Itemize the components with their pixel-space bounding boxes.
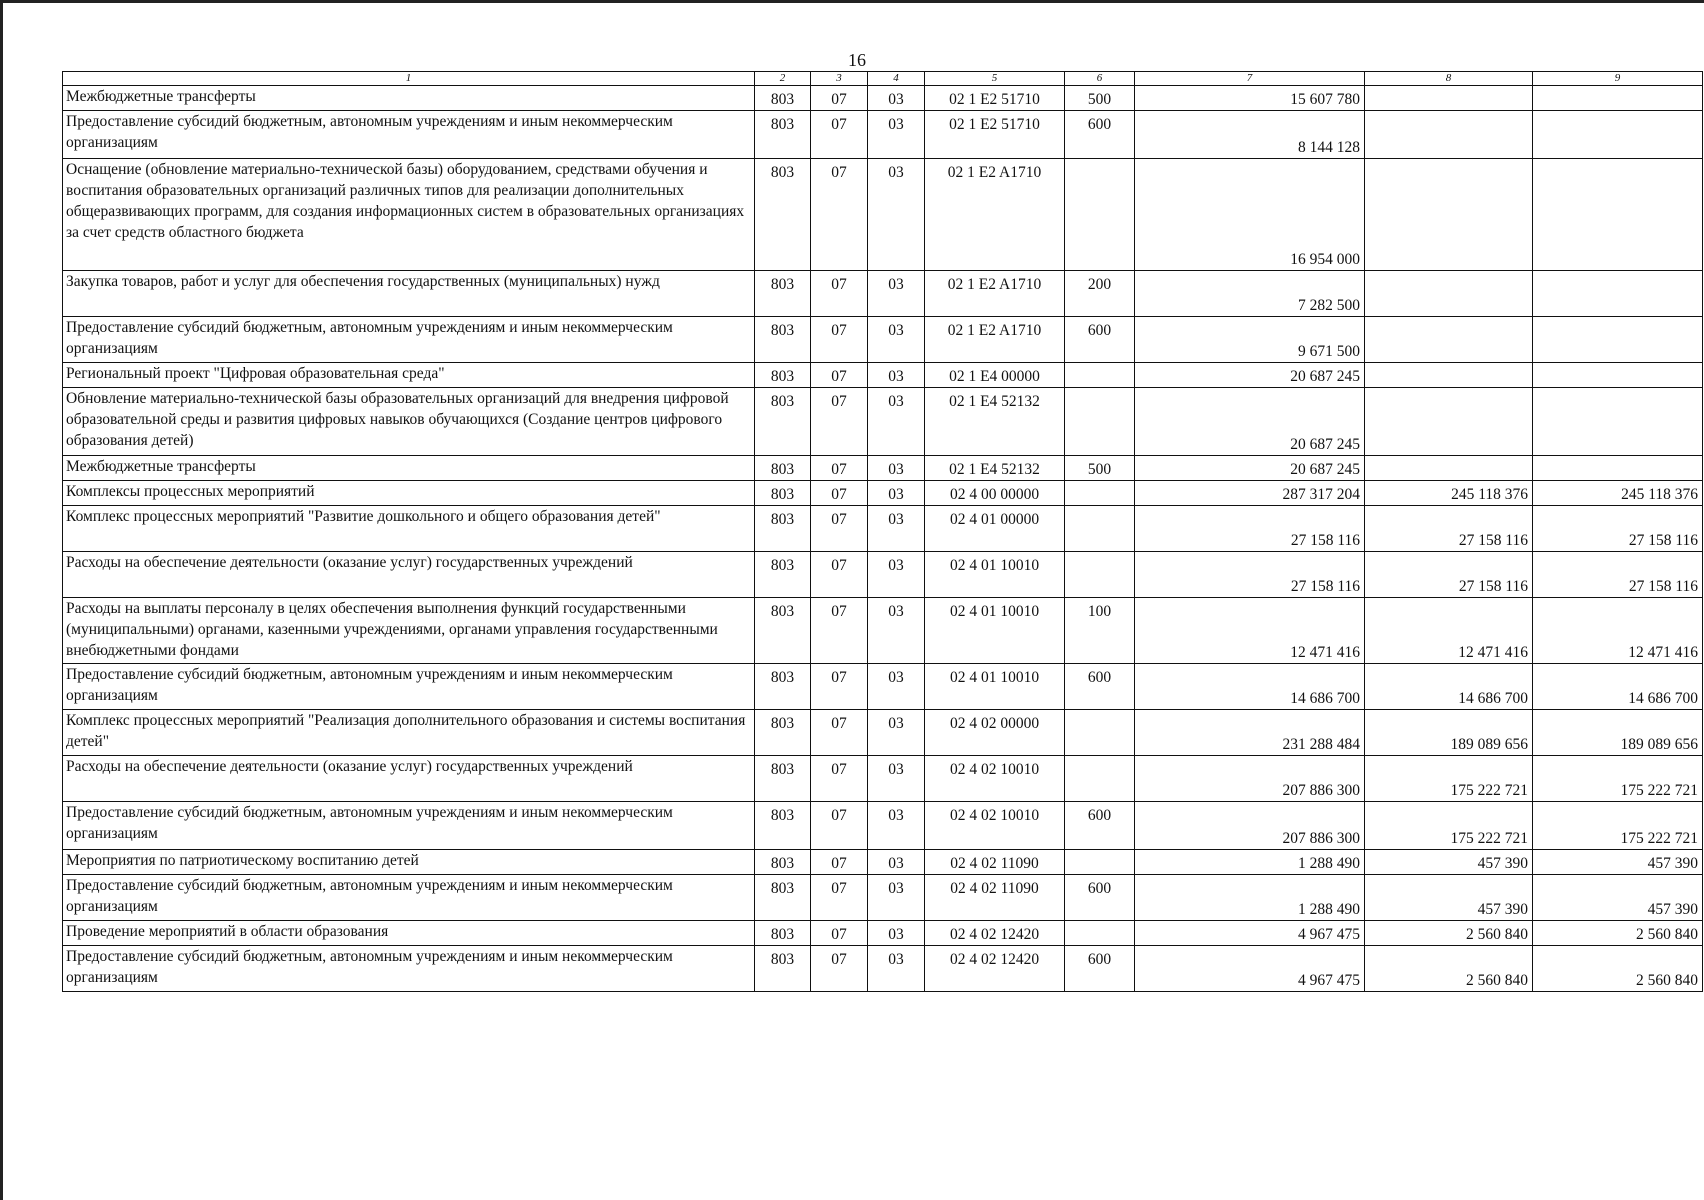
row-name: Предоставление субсидий бюджетным, автономным учреждениям и иным некоммерческим организациям <box>63 802 755 850</box>
expense-type-code: 600 <box>1065 802 1135 850</box>
page-number: 16 <box>848 50 866 70</box>
amount-col7: 27 158 116 <box>1135 552 1365 598</box>
amount-col8: 12 471 416 <box>1365 598 1533 664</box>
amount-col7: 231 288 484 <box>1135 710 1365 756</box>
table-row <box>63 86 1703 111</box>
amount-col9: 27 158 116 <box>1533 506 1703 552</box>
target-article-code: 02 4 02 10010 <box>925 802 1065 850</box>
section-code: 07 <box>811 111 868 159</box>
amount-col9: 27 158 116 <box>1533 552 1703 598</box>
subsection-code: 03 <box>868 317 925 363</box>
expense-type-code: 600 <box>1065 111 1135 159</box>
table-row <box>63 875 1703 921</box>
expense-type-code <box>1065 710 1135 756</box>
amount-col7: 4 967 475 <box>1135 921 1365 946</box>
section-code: 07 <box>811 664 868 710</box>
amount-col7: 1 288 490 <box>1135 850 1365 875</box>
amount-col9 <box>1533 456 1703 481</box>
amount-col9 <box>1533 388 1703 456</box>
expense-type-code <box>1065 363 1135 388</box>
column-header: 5 <box>925 72 1065 86</box>
ministry-code: 803 <box>755 111 811 159</box>
ministry-code: 803 <box>755 456 811 481</box>
ministry-code: 803 <box>755 875 811 921</box>
amount-col8: 245 118 376 <box>1365 481 1533 506</box>
ministry-code: 803 <box>755 802 811 850</box>
amount-col9 <box>1533 159 1703 271</box>
table-row <box>63 802 1703 850</box>
amount-col7: 14 686 700 <box>1135 664 1365 710</box>
amount-col7: 207 886 300 <box>1135 802 1365 850</box>
target-article-code: 02 1 E4 00000 <box>925 363 1065 388</box>
section-code: 07 <box>811 86 868 111</box>
row-name: Предоставление субсидий бюджетным, автономным учреждениям и иным некоммерческим организациям <box>63 946 755 992</box>
subsection-code: 03 <box>868 363 925 388</box>
ministry-code: 803 <box>755 921 811 946</box>
ministry-code: 803 <box>755 664 811 710</box>
table-row <box>63 710 1703 756</box>
amount-col7: 15 607 780 <box>1135 86 1365 111</box>
row-name: Межбюджетные трансферты <box>63 456 755 481</box>
amount-col9 <box>1533 317 1703 363</box>
amount-col8 <box>1365 363 1533 388</box>
subsection-code: 03 <box>868 552 925 598</box>
expense-type-code <box>1065 921 1135 946</box>
row-name: Предоставление субсидий бюджетным, автономным учреждениям и иным некоммерческим организациям <box>63 664 755 710</box>
target-article-code: 02 4 02 12420 <box>925 946 1065 992</box>
column-header: 2 <box>755 72 811 86</box>
amount-col8: 457 390 <box>1365 875 1533 921</box>
table-row <box>63 946 1703 992</box>
subsection-code: 03 <box>868 756 925 802</box>
amount-col7: 16 954 000 <box>1135 159 1365 271</box>
ministry-code: 803 <box>755 481 811 506</box>
section-code: 07 <box>811 317 868 363</box>
subsection-code: 03 <box>868 456 925 481</box>
row-name: Закупка товаров, работ и услуг для обеспечения государственных (муниципальных) нужд <box>63 271 755 317</box>
ministry-code: 803 <box>755 363 811 388</box>
column-number-row <box>63 72 1703 86</box>
amount-col7: 207 886 300 <box>1135 756 1365 802</box>
row-name: Комплекс процессных мероприятий "Реализация дополнительного образования и системы воспитания детей" <box>63 710 755 756</box>
expense-type-code <box>1065 756 1135 802</box>
amount-col9: 2 560 840 <box>1533 921 1703 946</box>
section-code: 07 <box>811 598 868 664</box>
subsection-code: 03 <box>868 506 925 552</box>
amount-col8: 2 560 840 <box>1365 946 1533 992</box>
amount-col9: 14 686 700 <box>1533 664 1703 710</box>
expense-type-code: 200 <box>1065 271 1135 317</box>
amount-col8 <box>1365 388 1533 456</box>
target-article-code: 02 4 02 10010 <box>925 756 1065 802</box>
amount-col9: 245 118 376 <box>1533 481 1703 506</box>
amount-col9: 2 560 840 <box>1533 946 1703 992</box>
table-row <box>63 363 1703 388</box>
amount-col8: 14 686 700 <box>1365 664 1533 710</box>
subsection-code: 03 <box>868 710 925 756</box>
target-article-code: 02 4 01 00000 <box>925 506 1065 552</box>
amount-col9: 175 222 721 <box>1533 756 1703 802</box>
column-header: 9 <box>1533 72 1703 86</box>
ministry-code: 803 <box>755 86 811 111</box>
section-code: 07 <box>811 921 868 946</box>
section-code: 07 <box>811 456 868 481</box>
amount-col8 <box>1365 271 1533 317</box>
amount-col9 <box>1533 111 1703 159</box>
amount-col8 <box>1365 111 1533 159</box>
row-name: Региональный проект "Цифровая образовательная среда" <box>63 363 755 388</box>
target-article-code: 02 1 E4 52132 <box>925 388 1065 456</box>
subsection-code: 03 <box>868 481 925 506</box>
amount-col9: 175 222 721 <box>1533 802 1703 850</box>
target-article-code: 02 4 01 10010 <box>925 552 1065 598</box>
expense-type-code: 500 <box>1065 456 1135 481</box>
table-row <box>63 159 1703 271</box>
section-code: 07 <box>811 802 868 850</box>
section-code: 07 <box>811 159 868 271</box>
expense-type-code: 600 <box>1065 317 1135 363</box>
column-header: 1 <box>63 72 755 86</box>
row-name: Предоставление субсидий бюджетным, автономным учреждениям и иным некоммерческим организациям <box>63 111 755 159</box>
table-row <box>63 598 1703 664</box>
ministry-code: 803 <box>755 388 811 456</box>
amount-col7: 12 471 416 <box>1135 598 1365 664</box>
amount-col8 <box>1365 86 1533 111</box>
section-code: 07 <box>811 875 868 921</box>
column-header: 8 <box>1365 72 1533 86</box>
amount-col9 <box>1533 363 1703 388</box>
subsection-code: 03 <box>868 850 925 875</box>
amount-col9: 189 089 656 <box>1533 710 1703 756</box>
amount-col7: 7 282 500 <box>1135 271 1365 317</box>
row-name: Обновление материально-технической базы образовательных организаций для внедрения цифровой образовательной среды и развития цифровых навыков обучающихся (Создание центров цифрового образования детей) <box>63 388 755 456</box>
subsection-code: 03 <box>868 921 925 946</box>
section-code: 07 <box>811 710 868 756</box>
target-article-code: 02 1 E4 52132 <box>925 456 1065 481</box>
table-row <box>63 756 1703 802</box>
table-row <box>63 111 1703 159</box>
table-row <box>63 552 1703 598</box>
expense-type-code: 600 <box>1065 946 1135 992</box>
target-article-code: 02 4 02 00000 <box>925 710 1065 756</box>
amount-col7: 27 158 116 <box>1135 506 1365 552</box>
expense-type-code <box>1065 506 1135 552</box>
ministry-code: 803 <box>755 271 811 317</box>
ministry-code: 803 <box>755 159 811 271</box>
ministry-code: 803 <box>755 552 811 598</box>
section-code: 07 <box>811 506 868 552</box>
amount-col8: 457 390 <box>1365 850 1533 875</box>
amount-col7: 4 967 475 <box>1135 946 1365 992</box>
subsection-code: 03 <box>868 388 925 456</box>
ministry-code: 803 <box>755 946 811 992</box>
table-row <box>63 456 1703 481</box>
target-article-code: 02 4 02 12420 <box>925 921 1065 946</box>
section-code: 07 <box>811 850 868 875</box>
amount-col9 <box>1533 86 1703 111</box>
ministry-code: 803 <box>755 317 811 363</box>
table-row <box>63 921 1703 946</box>
amount-col7: 9 671 500 <box>1135 317 1365 363</box>
section-code: 07 <box>811 363 868 388</box>
table-row <box>63 664 1703 710</box>
expense-type-code: 600 <box>1065 875 1135 921</box>
row-name: Комплекс процессных мероприятий "Развитие дошкольного и общего образования детей" <box>63 506 755 552</box>
expense-type-code: 600 <box>1065 664 1135 710</box>
table-row <box>63 481 1703 506</box>
row-name: Расходы на обеспечение деятельности (оказание услуг) государственных учреждений <box>63 756 755 802</box>
column-header: 4 <box>868 72 925 86</box>
amount-col8: 27 158 116 <box>1365 506 1533 552</box>
subsection-code: 03 <box>868 111 925 159</box>
column-header: 7 <box>1135 72 1365 86</box>
table-row <box>63 506 1703 552</box>
expense-type-code: 500 <box>1065 86 1135 111</box>
subsection-code: 03 <box>868 159 925 271</box>
section-code: 07 <box>811 271 868 317</box>
row-name: Оснащение (обновление материально-технической базы) оборудованием, средствами обучения и воспитания образовательных организаций различных типов для реализации дополнительных общеразвивающих программ, для создания информационных систем в образовательных организациях за счет средств областного бюджета <box>63 159 755 271</box>
row-name: Комплексы процессных мероприятий <box>63 481 755 506</box>
ministry-code: 803 <box>755 598 811 664</box>
section-code: 07 <box>811 552 868 598</box>
row-name: Предоставление субсидий бюджетным, автономным учреждениям и иным некоммерческим организациям <box>63 317 755 363</box>
subsection-code: 03 <box>868 802 925 850</box>
amount-col7: 8 144 128 <box>1135 111 1365 159</box>
amount-col8: 175 222 721 <box>1365 756 1533 802</box>
row-name: Проведение мероприятий в области образования <box>63 921 755 946</box>
expense-type-code <box>1065 481 1135 506</box>
target-article-code: 02 4 00 00000 <box>925 481 1065 506</box>
section-code: 07 <box>811 481 868 506</box>
amount-col7: 20 687 245 <box>1135 388 1365 456</box>
amount-col7: 287 317 204 <box>1135 481 1365 506</box>
expense-type-code: 100 <box>1065 598 1135 664</box>
subsection-code: 03 <box>868 598 925 664</box>
amount-col8 <box>1365 159 1533 271</box>
column-header: 3 <box>811 72 868 86</box>
target-article-code: 02 4 01 10010 <box>925 664 1065 710</box>
amount-col7: 20 687 245 <box>1135 456 1365 481</box>
section-code: 07 <box>811 756 868 802</box>
subsection-code: 03 <box>868 875 925 921</box>
table-body <box>63 72 1703 992</box>
subsection-code: 03 <box>868 271 925 317</box>
scan-border-top <box>0 0 1704 3</box>
amount-col7: 1 288 490 <box>1135 875 1365 921</box>
amount-col9 <box>1533 271 1703 317</box>
scan-border-left <box>0 0 3 1200</box>
target-article-code: 02 1 E2 A1710 <box>925 271 1065 317</box>
section-code: 07 <box>811 388 868 456</box>
table-row <box>63 317 1703 363</box>
column-header: 6 <box>1065 72 1135 86</box>
ministry-code: 803 <box>755 506 811 552</box>
target-article-code: 02 1 E2 51710 <box>925 86 1065 111</box>
expense-type-code <box>1065 388 1135 456</box>
amount-col8: 2 560 840 <box>1365 921 1533 946</box>
amount-col9: 12 471 416 <box>1533 598 1703 664</box>
table-row <box>63 850 1703 875</box>
table-row <box>63 271 1703 317</box>
subsection-code: 03 <box>868 664 925 710</box>
amount-col9: 457 390 <box>1533 850 1703 875</box>
amount-col7: 20 687 245 <box>1135 363 1365 388</box>
section-code: 07 <box>811 946 868 992</box>
row-name: Расходы на обеспечение деятельности (оказание услуг) государственных учреждений <box>63 552 755 598</box>
row-name: Мероприятия по патриотическому воспитанию детей <box>63 850 755 875</box>
target-article-code: 02 1 E2 A1710 <box>925 317 1065 363</box>
ministry-code: 803 <box>755 850 811 875</box>
subsection-code: 03 <box>868 946 925 992</box>
ministry-code: 803 <box>755 756 811 802</box>
row-name: Расходы на выплаты персоналу в целях обеспечения выполнения функций государственными (муниципальными) органами, казенными учреждениями, органами управления государственными внебюджетными фондами <box>63 598 755 664</box>
amount-col8: 27 158 116 <box>1365 552 1533 598</box>
amount-col8 <box>1365 317 1533 363</box>
ministry-code: 803 <box>755 710 811 756</box>
table-row <box>63 388 1703 456</box>
subsection-code: 03 <box>868 86 925 111</box>
row-name: Предоставление субсидий бюджетным, автономным учреждениям и иным некоммерческим организациям <box>63 875 755 921</box>
amount-col8: 189 089 656 <box>1365 710 1533 756</box>
expense-type-code <box>1065 159 1135 271</box>
target-article-code: 02 4 02 11090 <box>925 875 1065 921</box>
row-name: Межбюджетные трансферты <box>63 86 755 111</box>
budget-table <box>62 71 1703 992</box>
amount-col8 <box>1365 456 1533 481</box>
expense-type-code <box>1065 552 1135 598</box>
target-article-code: 02 1 E2 A1710 <box>925 159 1065 271</box>
target-article-code: 02 4 02 11090 <box>925 850 1065 875</box>
amount-col9: 457 390 <box>1533 875 1703 921</box>
target-article-code: 02 4 01 10010 <box>925 598 1065 664</box>
amount-col8: 175 222 721 <box>1365 802 1533 850</box>
expense-type-code <box>1065 850 1135 875</box>
target-article-code: 02 1 E2 51710 <box>925 111 1065 159</box>
